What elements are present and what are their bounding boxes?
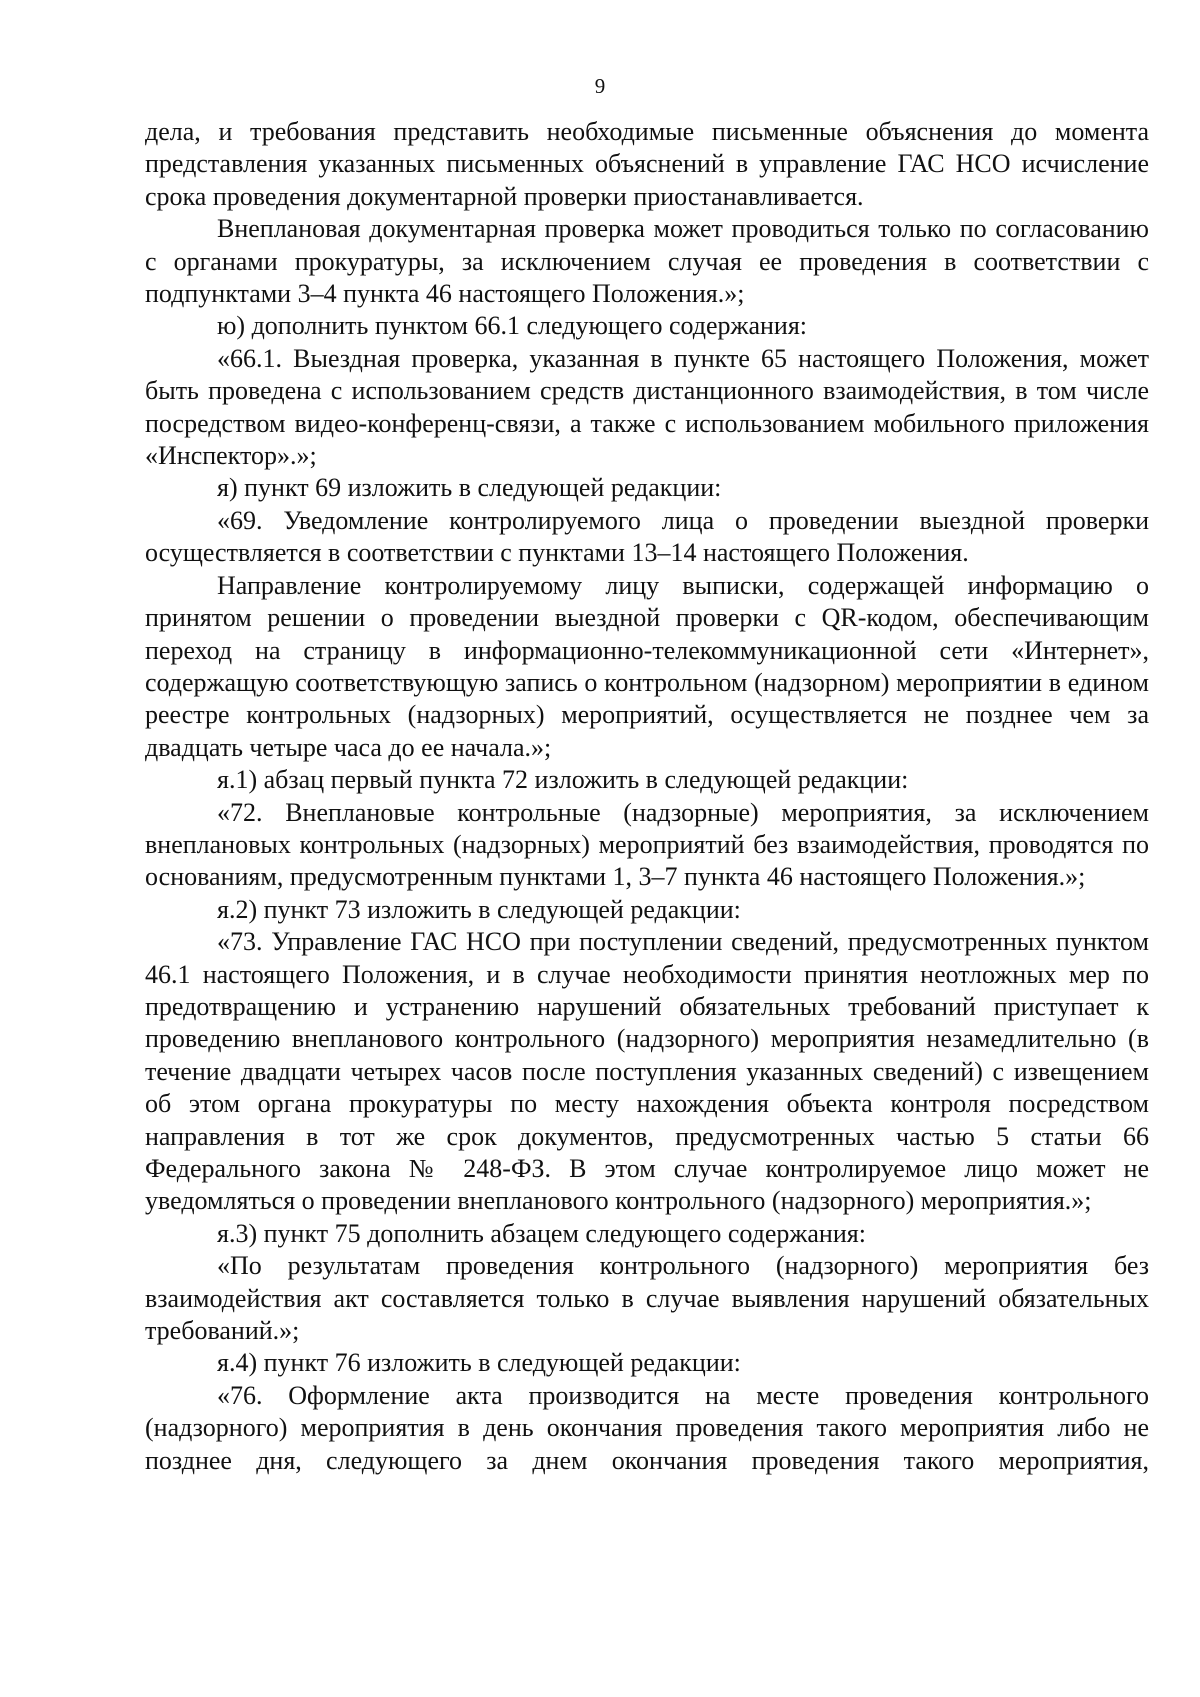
paragraph-amendment-ya-2: я.2) пункт 73 изложить в следующей редакции:	[217, 894, 741, 924]
paragraph-continuation: дела, и требования представить необходимые письменные объяснения до момента представления указанных письменных объяснений в управление ГАС НСО исчисление срока проведения документарной проверки приостанавливается.	[145, 117, 1149, 211]
paragraph-amendment-yu: ю) дополнить пунктом 66.1 следующего содержания:	[217, 311, 808, 341]
paragraph-clause-66-1: «66.1. Выездная проверка, указанная в пункте 65 настоящего Положения, может быть проведена с использованием средств дистанционного взаимодействия, в том числе посредством видео-конференц-связи, а также с использованием мобильного приложения «Инспектор».»;	[145, 343, 1149, 471]
page-number: 9	[594, 74, 606, 98]
paragraph-clause-73: «73. Управление ГАС НСО при поступлении сведений, предусмотренных пунктом 46.1 настоящего Положения, и в случае необходимости принятия неотложных мер по предотвращению и устранению нарушений обязательных требований приступает к проведению внепланового контрольного (надзорного) мероприятия незамедлительно (в течение двадцати четырех часов после поступления указанных сведений) с извещением об этом органа прокуратуры по месту нахождения объекта контроля посредством направления в тот же срок документов, предусмотренных частью 5 статьи 66 Федерального закона № 248-ФЗ. В этом случае контролируемое лицо может не уведомляться о проведении внепланового контрольного (надзорного) мероприятия.»;	[145, 927, 1149, 1216]
paragraph-amendment-ya-4: я.4) пункт 76 изложить в следующей редакции:	[217, 1348, 741, 1378]
paragraph-unscheduled-documentary-check: Внеплановая документарная проверка может проводиться только по согласованию с органами прокуратуры, за исключением случая ее проведения в соответствии с подпунктами 3–4 пункта 46 настоящего Положения.»;	[145, 214, 1149, 309]
paragraph-amendment-ya-3: я.3) пункт 75 дополнить абзацем следующего содержания:	[217, 1218, 866, 1248]
paragraph-clause-69: «69. Уведомление контролируемого лица о проведении выездной проверки осуществляется в соответствии с пунктами 13–14 настоящего Положения.	[145, 505, 1149, 568]
paragraph-clause-72: «72. Внеплановые контрольные (надзорные) мероприятия, за исключением внеплановых контрольных (надзорных) мероприятий без взаимодействия, проводятся по основаниям, предусмотренным пунктами 1, 3–7 пункта 46 настоящего Положения.»;	[145, 797, 1149, 892]
paragraph-clause-75-addition: «По результатам проведения контрольного (надзорного) мероприятия без взаимодействия акт составляется только в случае выявления нарушений обязательных требований.»;	[145, 1251, 1149, 1346]
paragraph-clause-76: «76. Оформление акта производится на месте проведения контрольного (надзорного) мероприятия в день окончания проведения такого мероприятия либо не позднее дня, следующего за днем окончания проведения такого мероприятия,	[145, 1380, 1149, 1475]
paragraph-amendment-ya: я) пункт 69 изложить в следующей редакции:	[217, 473, 722, 503]
paragraph-clause-69-qr-code: Направление контролируемому лицу выписки, содержащей информацию о принятом решении о проведении выездной проверки с QR-кодом, обеспечивающим переход на страницу в информационно-телекоммуникационной сети «Интернет», содержащую соответствующую запись о контрольном (надзорном) мероприятии в едином реестре контрольных (надзорных) мероприятий, осуществляется не позднее чем за двадцать четыре часа до ее начала.»;	[145, 570, 1149, 762]
document-body	[145, 116, 1149, 1477]
paragraph-amendment-ya-1: я.1) абзац первый пункта 72 изложить в следующей редакции:	[217, 765, 909, 795]
